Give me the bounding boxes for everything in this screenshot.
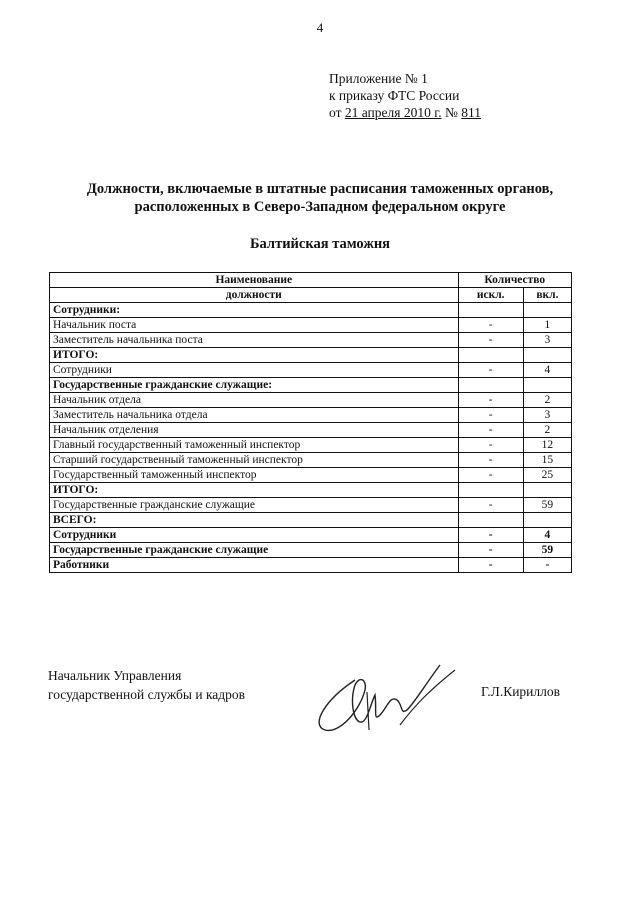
row-name-cell: Заместитель начальника поста — [50, 333, 459, 348]
row-excl-cell: - — [458, 318, 523, 333]
header-incl-cell: вкл. — [523, 288, 571, 303]
appendix-number: 811 — [461, 105, 481, 120]
document-title — [20, 180, 620, 216]
row-excl-cell: - — [458, 423, 523, 438]
row-incl-cell: 59 — [523, 543, 571, 558]
row-name-cell: ИТОГО: — [50, 483, 459, 498]
row-excl-cell: - — [458, 438, 523, 453]
row-name-cell: ИТОГО: — [50, 348, 459, 363]
table-row — [50, 363, 572, 378]
row-name-cell: Старший государственный таможенный инспектор — [50, 453, 459, 468]
row-incl-cell: 1 — [523, 318, 571, 333]
header-excl-cell: искл. — [458, 288, 523, 303]
table-row — [50, 498, 572, 513]
row-incl-cell — [523, 348, 571, 363]
row-excl-cell: - — [458, 528, 523, 543]
appendix-date: 21 апреля 2010 г. — [344, 105, 442, 120]
title-line1: Должности, включаемые в штатные расписания таможенных органов, — [86, 181, 554, 197]
row-name-cell: Сотрудники: — [50, 303, 459, 318]
appendix-line1: Приложение № 1 — [329, 71, 428, 86]
handwritten-signature — [305, 650, 465, 740]
row-incl-cell: 59 — [523, 498, 571, 513]
row-incl-cell: 12 — [523, 438, 571, 453]
row-name-cell: Государственные гражданские служащие — [50, 498, 459, 513]
appendix-number-prefix: № — [444, 105, 458, 120]
header-qty-cell: Количество — [458, 273, 571, 288]
row-excl-cell — [458, 348, 523, 363]
table-row — [50, 528, 572, 543]
row-name-cell: Государственный таможенный инспектор — [50, 468, 459, 483]
row-excl-cell: - — [458, 333, 523, 348]
appendix-line3 — [329, 104, 481, 121]
signer-position-line2: государственной службы и кадров — [48, 687, 246, 702]
row-excl-cell: - — [458, 363, 523, 378]
table-row — [50, 378, 572, 393]
row-excl-cell: - — [458, 453, 523, 468]
table-row — [50, 468, 572, 483]
table-row — [50, 513, 572, 528]
signer-position-line1: Начальник Управления — [48, 668, 182, 683]
positions-table — [49, 272, 572, 573]
table-row — [50, 393, 572, 408]
table-row — [50, 333, 572, 348]
title-line2: расположенных в Северо-Западном федеральном округе — [134, 199, 506, 215]
row-excl-cell: - — [458, 468, 523, 483]
row-excl-cell: - — [458, 393, 523, 408]
row-incl-cell — [523, 513, 571, 528]
row-name-cell: Работники — [50, 558, 459, 573]
row-incl-cell: 2 — [523, 423, 571, 438]
table-row — [50, 348, 572, 363]
appendix-date-prefix: от — [329, 105, 342, 120]
signer-name: Г.Л.Кириллов — [481, 684, 560, 699]
row-excl-cell — [458, 303, 523, 318]
row-incl-cell — [523, 483, 571, 498]
row-excl-cell — [458, 513, 523, 528]
row-name-cell: ВСЕГО: — [50, 513, 459, 528]
row-incl-cell: 4 — [523, 363, 571, 378]
row-excl-cell — [458, 483, 523, 498]
row-incl-cell — [523, 303, 571, 318]
row-excl-cell — [458, 378, 523, 393]
table-row — [50, 483, 572, 498]
row-name-cell: Начальник отдела — [50, 393, 459, 408]
table-row — [50, 543, 572, 558]
table-row — [50, 438, 572, 453]
row-incl-cell: 4 — [523, 528, 571, 543]
row-incl-cell: 15 — [523, 453, 571, 468]
document-subtitle: Балтийская таможня — [249, 236, 391, 252]
signer-position — [48, 666, 245, 704]
page-number: 4 — [316, 20, 324, 35]
row-incl-cell: 3 — [523, 333, 571, 348]
row-name-cell: Начальник поста — [50, 318, 459, 333]
row-incl-cell — [523, 378, 571, 393]
table-row — [50, 408, 572, 423]
table-header-row-2 — [50, 288, 572, 303]
row-excl-cell: - — [458, 408, 523, 423]
row-excl-cell: - — [458, 498, 523, 513]
row-name-cell: Заместитель начальника отдела — [50, 408, 459, 423]
header-name-cell: Наименование — [50, 273, 459, 288]
row-name-cell: Государственные гражданские служащие — [50, 543, 459, 558]
row-name-cell: Главный государственный таможенный инспектор — [50, 438, 459, 453]
row-name-cell: Сотрудники — [50, 528, 459, 543]
header-name-cell-2: должности — [50, 288, 459, 303]
row-excl-cell: - — [458, 558, 523, 573]
row-incl-cell: 3 — [523, 408, 571, 423]
row-name-cell: Сотрудники — [50, 363, 459, 378]
row-name-cell: Начальник отделения — [50, 423, 459, 438]
row-incl-cell: - — [523, 558, 571, 573]
row-name-cell: Государственные гражданские служащие: — [50, 378, 459, 393]
table-row — [50, 558, 572, 573]
appendix-line2: к приказу ФТС России — [329, 88, 460, 103]
appendix-header — [329, 70, 481, 121]
table-row — [50, 303, 572, 318]
row-incl-cell: 2 — [523, 393, 571, 408]
row-incl-cell: 25 — [523, 468, 571, 483]
table-row — [50, 423, 572, 438]
table-header-row — [50, 273, 572, 288]
row-excl-cell: - — [458, 543, 523, 558]
table-row — [50, 318, 572, 333]
table-row — [50, 453, 572, 468]
